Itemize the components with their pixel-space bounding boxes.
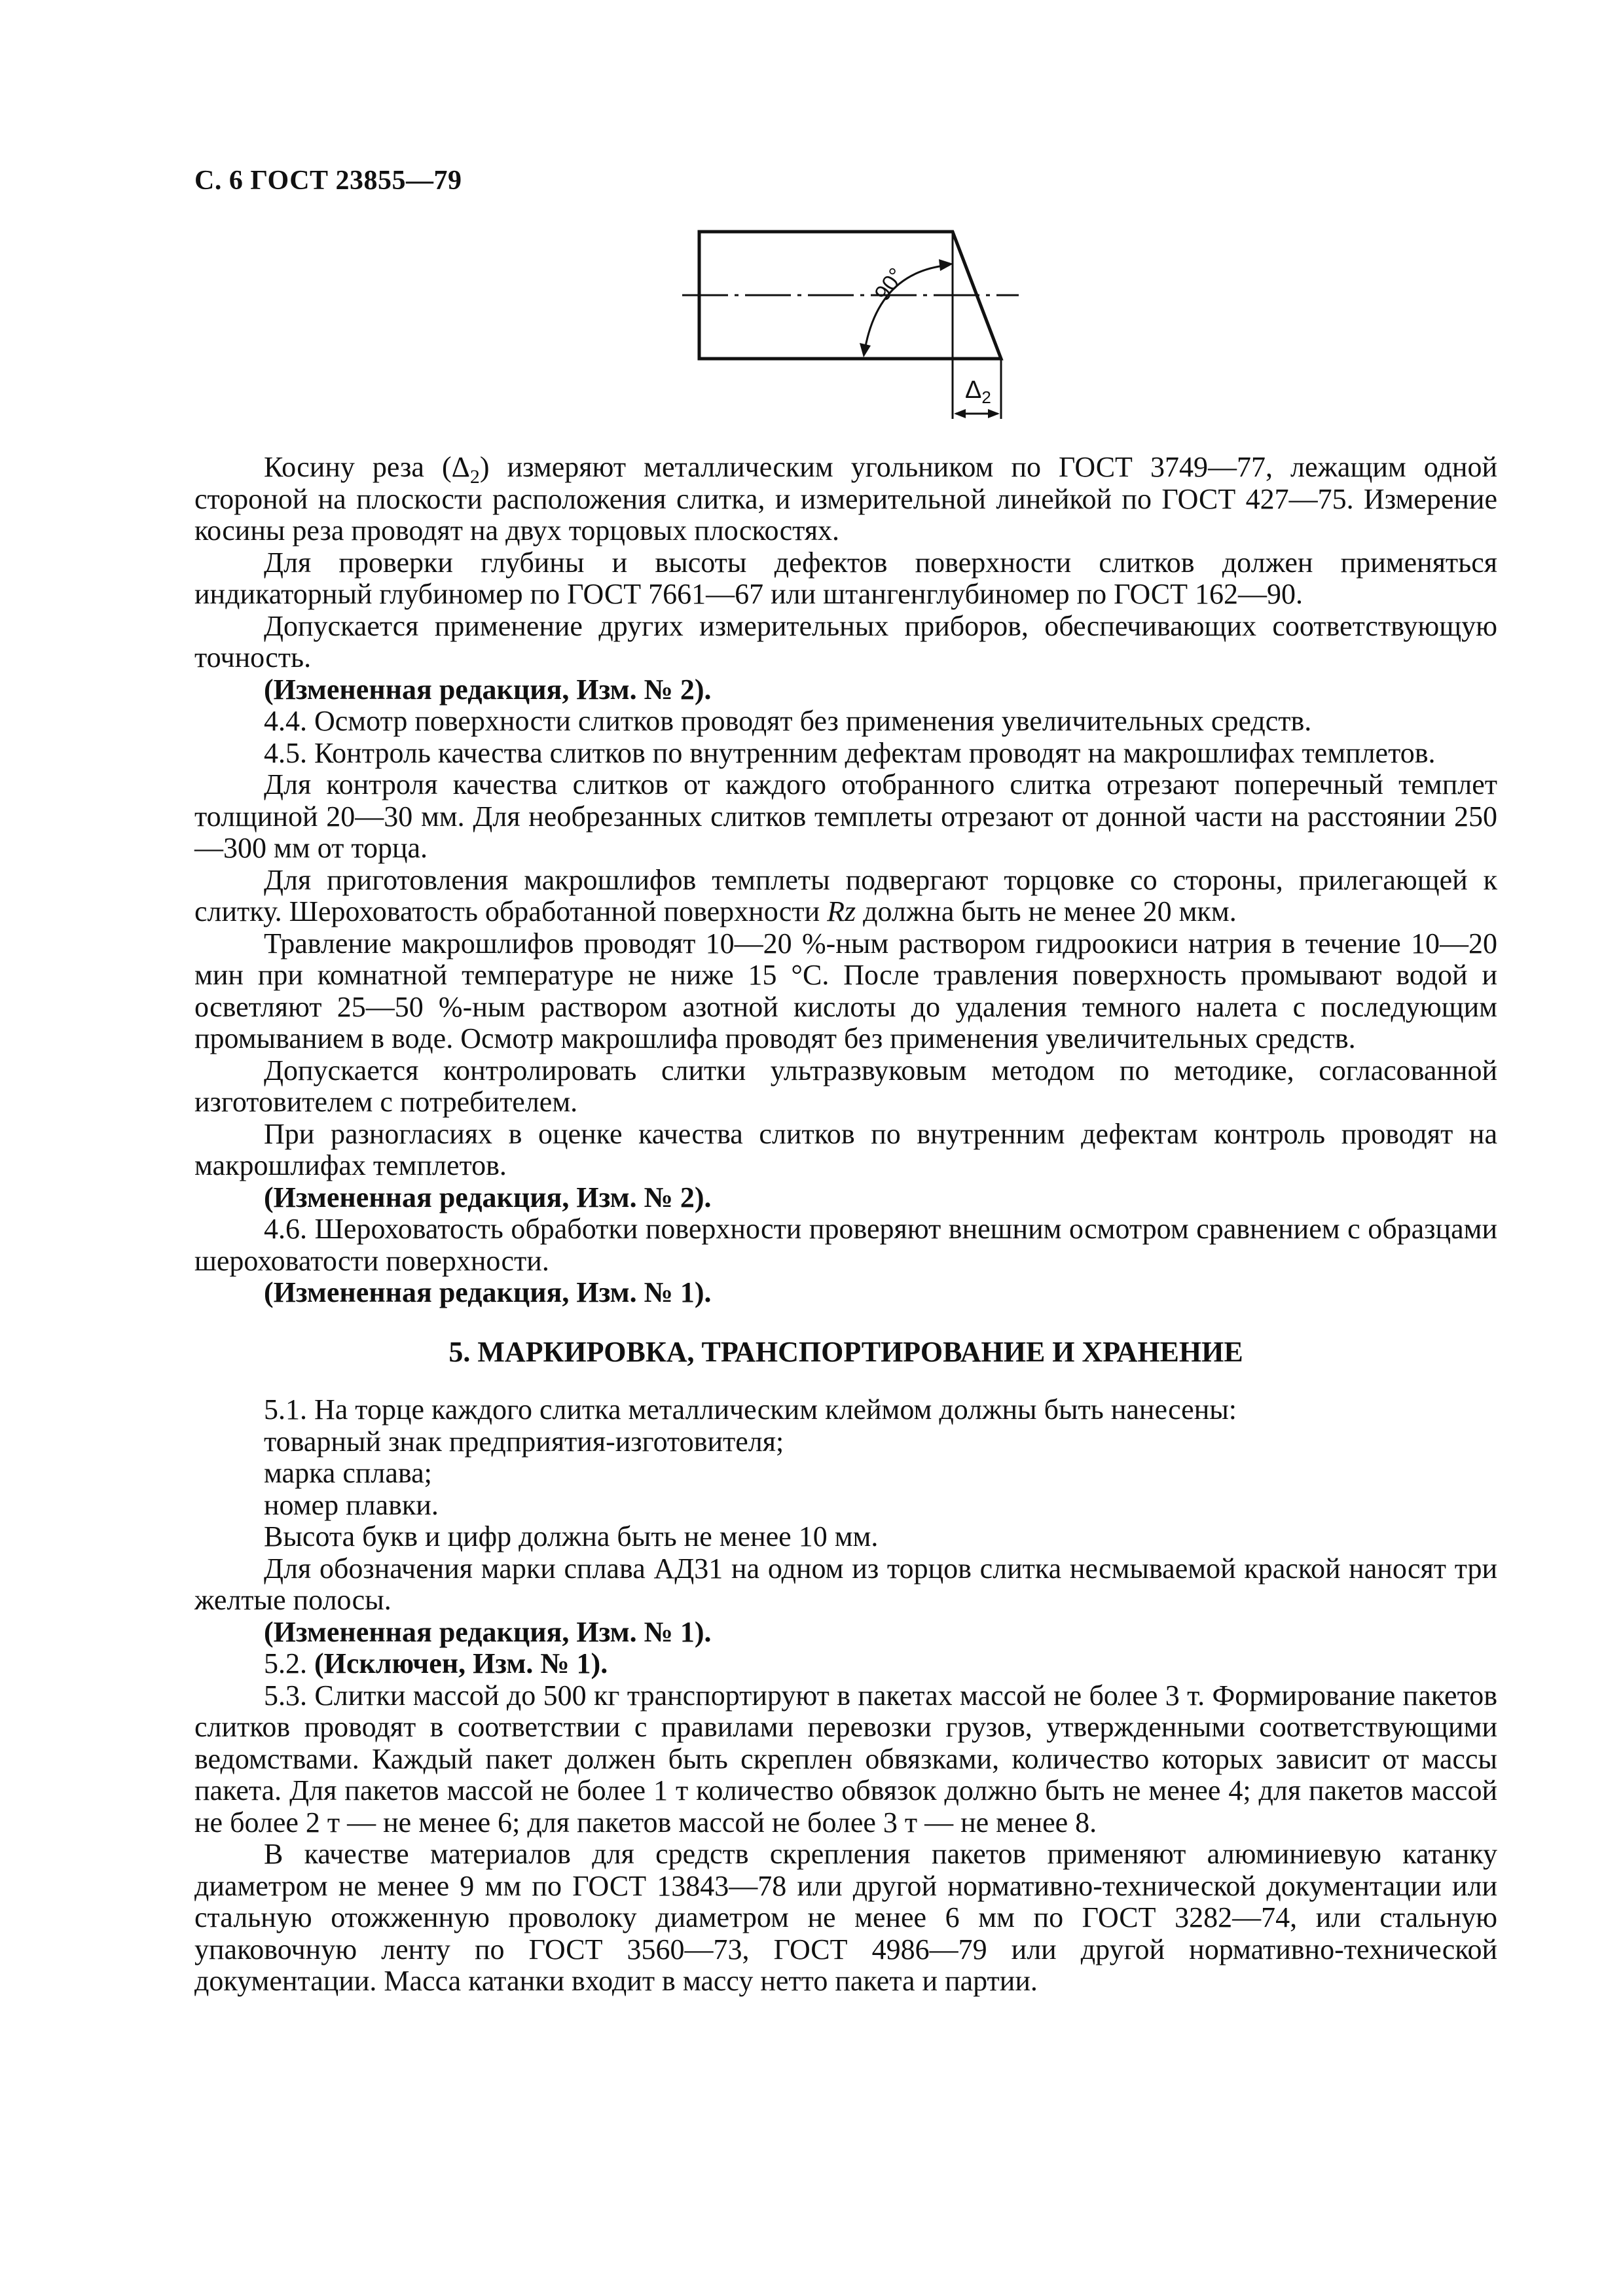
paragraph: Травление макрошлифов проводят 10—20 %-ным раствором гидроокиси натрия в течение 10—20 мин при комнатной температуре не ниже 15 °С. После травления поверхность промывают водой и осветляют 25—50 %-ным раствором азотной кислоты до удаления темного налета с последующим промыванием в воде. Осмотр макрошлифа проводят без применения увеличительных средств. <box>194 927 1497 1054</box>
amendment-note: (Измененная редакция, Изм. № 1). <box>264 1615 712 1648</box>
amendment-note: (Измененная редакция, Изм. № 1). <box>264 1276 712 1308</box>
paragraph: Для обозначения марки сплава АД31 на одном из торцов слитка несмываемой краской наносят три желтые полосы. <box>194 1552 1497 1616</box>
clause-5-1: 5.1. На торце каждого слитка металлическим клеймом должны быть нанесены: <box>264 1393 1237 1426</box>
dimension-arrow-right <box>988 409 1000 418</box>
delta-label: $\Delta_2$ <box>965 376 991 407</box>
paragraph: Высота букв и цифр должна быть не менее 10 мм. <box>264 1520 879 1552</box>
paragraph: В качестве материалов для средств скрепления пакетов применяют алюминиевую катанку диаметром не менее 9 мм по ГОСТ 13843—78 или другой нормативно-технической документации или стальную отожженную проволоку диаметром не менее 6 мм по ГОСТ 3282—74, или стальную упаковочную ленту по ГОСТ 3560—73, ГОСТ 4986—79 или другой нормативно-технической документации. Масса катанки входит в массу нетто пакета и партии. <box>194 1838 1497 1997</box>
amendment-note: (Измененная редакция, Изм. № 2). <box>264 1181 712 1213</box>
dimension-arrow-left <box>954 409 966 418</box>
paragraph: Косину реза $(\Delta_2)$ измеряют металлическим угольником по ГОСТ 3749—77, лежащим одной стороной на плоскости расположения слитка, и измерительной линейкой по ГОСТ 427—75. Измерение косины реза проводят на двух торцовых плоскостях. <box>194 451 1497 547</box>
list-item: номер плавки. <box>264 1488 439 1521</box>
paragraph: Для проверки глубины и высоты дефектов поверхности слитков должен применяться индикаторный глубиномер по ГОСТ 7661—67 или штангенглубиномер по ГОСТ 162—90. <box>194 546 1497 610</box>
list-item: марка сплава; <box>264 1457 432 1489</box>
angle-label: 90° <box>869 263 910 306</box>
angle-arrow-bottom <box>860 343 871 357</box>
page-header: С. 6 ГОСТ 23855—79 <box>194 166 462 196</box>
section-5-title: 5. МАРКИРОВКА, ТРАНСПОРТИРОВАНИЕ И ХРАНЕНИЕ <box>448 1335 1243 1368</box>
clause-5-2: 5.2. (Исключен, Изм. № 1). <box>264 1647 608 1679</box>
paragraph: При разногласиях в оценке качества слитков по внутренним дефектам контроль проводят на макрошлифах темплетов. <box>194 1117 1497 1181</box>
bevel-cut-diagram <box>668 223 1034 439</box>
paragraph: Допускается контролировать слитки ультразвуковым методом по методике, согласованной изготовителем с потребителем. <box>194 1054 1497 1118</box>
clause-4-6: 4.6. Шероховатость обработки поверхности проверяют внешним осмотром сравнением с образцами шероховатости поверхности. <box>194 1213 1497 1277</box>
amendment-note: (Измененная редакция, Изм. № 2). <box>264 673 712 706</box>
angle-arrow-top <box>939 259 953 271</box>
paragraph: Допускается применение других измерительных приборов, обеспечивающих соответствующую точность. <box>194 609 1497 673</box>
clause-4-5: 4.5. Контроль качества слитков по внутренним дефектам проводят на макрошлифах темплетов. <box>264 736 1436 769</box>
document-body <box>194 452 1497 1998</box>
clause-5-3: 5.3. Слитки массой до 500 кг транспортируют в пакетах массой не более 3 т. Формирование пакетов слитков проводят в соответствии с правилами перевозки грузов, утвержденными соответствующими ведомствами. Каждый пакет должен быть скреплен обвязками, количество которых зависит от массы пакета. Для пакетов массой не более 1 т количество обвязок должно быть не менее 4; для пакетов массой не более 2 т — не менее 6; для пакетов массой не более 3 т — не менее 8. <box>194 1679 1497 1839</box>
clause-4-4: 4.4. Осмотр поверхности слитков проводят без применения увеличительных средств. <box>264 705 1312 737</box>
list-item: товарный знак предприятия-изготовителя; <box>264 1425 784 1458</box>
paragraph: Для приготовления макрошлифов темплеты подвергают торцовке со стороны, прилегающей к слитку. Шероховатость обработанной поверхности Rz должна быть не менее 20 мкм. <box>194 863 1497 927</box>
paragraph: Для контроля качества слитков от каждого отобранного слитка отрезают поперечный темплет толщиной 20—30 мм. Для необрезанных слитков темплеты отрезают от донной части на расстоянии 250—300 мм от торца. <box>194 768 1497 864</box>
